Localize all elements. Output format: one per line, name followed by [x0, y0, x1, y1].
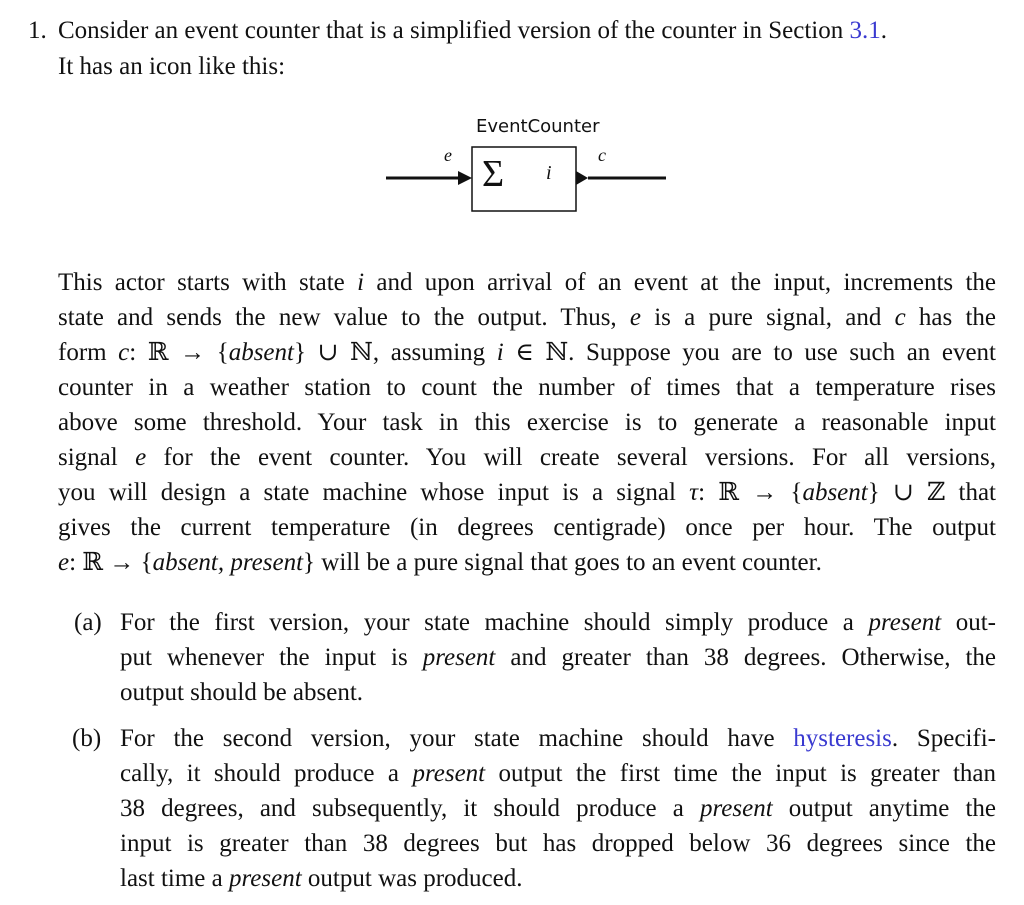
part-b-label: (b) — [72, 725, 102, 752]
section-link[interactable]: 3.1 — [849, 17, 881, 44]
part-b-line-3: 38 degrees, and subsequently, it should produce a present output anytime the — [120, 795, 996, 822]
paragraph-line-7: you will design a state machine whose input is a signal τ: ℝ → {absent} ∪ ℤ that — [58, 479, 996, 506]
paragraph-line-5: above some threshold. Your task in this exercise is to generate a reasonable input — [58, 409, 996, 436]
state-variable-label: i — [546, 162, 552, 184]
diagram-graphic — [380, 140, 680, 220]
paragraph-line-2: state and sends the new value to the output. Thus, e is a pure signal, and c has the — [58, 304, 996, 331]
input-arrowhead — [458, 171, 472, 185]
problem-intro-line-2: It has an icon like this: — [58, 53, 286, 80]
part-a-line-2: put whenever the input is present and greater than 38 degrees. Otherwise, the — [120, 644, 996, 671]
problem-number: 1. — [28, 17, 47, 44]
sigma-symbol: Σ — [482, 153, 505, 195]
paragraph-line-3: form c: ℝ → {absent} ∪ ℕ, assuming i ∈ ℕ. Suppose you are to use such an event — [58, 339, 996, 366]
output-port-label: c — [598, 145, 606, 165]
paragraph-line-1: This actor starts with state i and upon arrival of an event at the input, increments the — [58, 269, 996, 296]
output-arrowhead — [576, 171, 588, 185]
part-a-label: (a) — [74, 609, 102, 636]
paragraph-line-6: signal e for the event counter. You will create several versions. For all versions, — [58, 444, 996, 471]
paragraph-line-9: e: ℝ → {absent, present} will be a pure signal that goes to an event counter. — [58, 549, 822, 576]
part-b-line-5: last time a present output was produced. — [120, 865, 523, 892]
paragraph-line-8: gives the current temperature (in degrees centigrade) once per hour. The output — [58, 514, 996, 541]
hysteresis-link[interactable]: hysteresis — [793, 725, 892, 752]
paragraph-line-4: counter in a weather station to count the number of times that a temperature rises — [58, 374, 996, 401]
part-b-line-2: cally, it should produce a present output the first time the input is greater than — [120, 760, 996, 787]
part-a-line-1: For the first version, your state machine should simply produce a present out- — [120, 609, 996, 636]
input-port-label: e — [444, 145, 452, 165]
problem-intro-line-1: Consider an event counter that is a simplified version of the counter in Section 3.1. — [58, 17, 887, 44]
part-b-line-4: input is greater than 38 degrees but has dropped below 36 degrees since the — [120, 830, 996, 857]
diagram-title: EventCounter — [476, 116, 600, 137]
part-a-line-3: output should be absent. — [120, 679, 364, 706]
part-b-line-1: For the second version, your state machine should have hysteresis. Specifi- — [120, 725, 996, 752]
